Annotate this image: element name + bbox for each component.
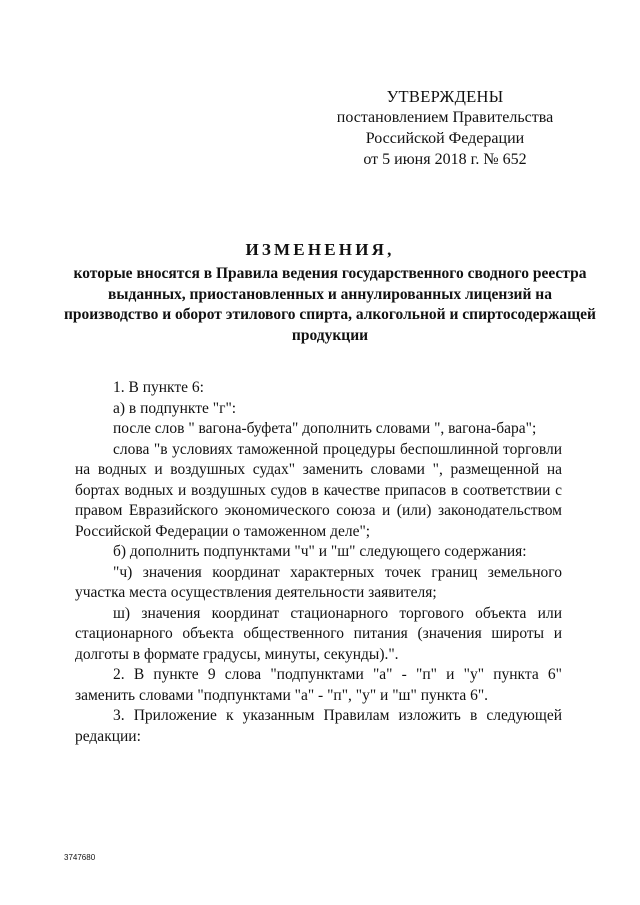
document-subtitle: которые вносятся в Правила ведения государственного сводного реестра выданных, приостановленных и аннулированных лицензий на производство и оборот этилового спирта, алкогольной и спиртосодержащей продукции bbox=[64, 265, 596, 344]
paragraph-9: 3. Приложение к указанным Правилам изложить в следующей редакции: bbox=[75, 707, 562, 745]
paragraph-1: 1. В пункте 6: bbox=[113, 379, 204, 396]
document-body bbox=[75, 378, 562, 747]
paragraph-4: слова "в условиях таможенной процедуры беспошлинной торговли на водных и воздушных судах" заменить словами ", размещенной на бортах водных и воздушных судов в качестве припасов в соответствии с правом Евразийского экономического союза и (или) законодательством Российской Федерации о таможенном деле"; bbox=[75, 440, 562, 540]
paragraph-8: 2. В пункте 9 слова "подпунктами "а" - "п" и "у" пункта 6" заменить словами "подпунктами "а" - "п", "у" и "ш" пункта 6". bbox=[75, 666, 562, 704]
approval-line-1: постановлением Правительства bbox=[336, 109, 554, 126]
paragraph-2: а) в подпункте "г": bbox=[113, 399, 237, 417]
paragraph-5: б) дополнить подпунктами "ч" и "ш" следующего содержания: bbox=[113, 543, 527, 560]
approval-stamp bbox=[330, 86, 560, 170]
approval-line-2: Российской Федерации bbox=[365, 130, 525, 147]
document-title: ИЗМЕНЕНИЯ, bbox=[245, 240, 395, 259]
paragraph-6: "ч) значения координат характерных точек границ земельного участка места осуществления деятельности заявителя; bbox=[75, 563, 562, 601]
approval-heading: УТВЕРЖДЕНЫ bbox=[386, 87, 504, 106]
paragraph-7: ш) значения координат стационарного торгового объекта или стационарного объекта общественного питания (значения широты и долготы в формате градусы, минуты, секунды).". bbox=[75, 604, 562, 663]
document-code: 3747680 bbox=[64, 853, 96, 862]
paragraph-3: после слов " вагона-буфета" дополнить словами ", вагона-бара"; bbox=[113, 420, 537, 437]
approval-line-3: от 5 июня 2018 г. № 652 bbox=[363, 151, 527, 168]
